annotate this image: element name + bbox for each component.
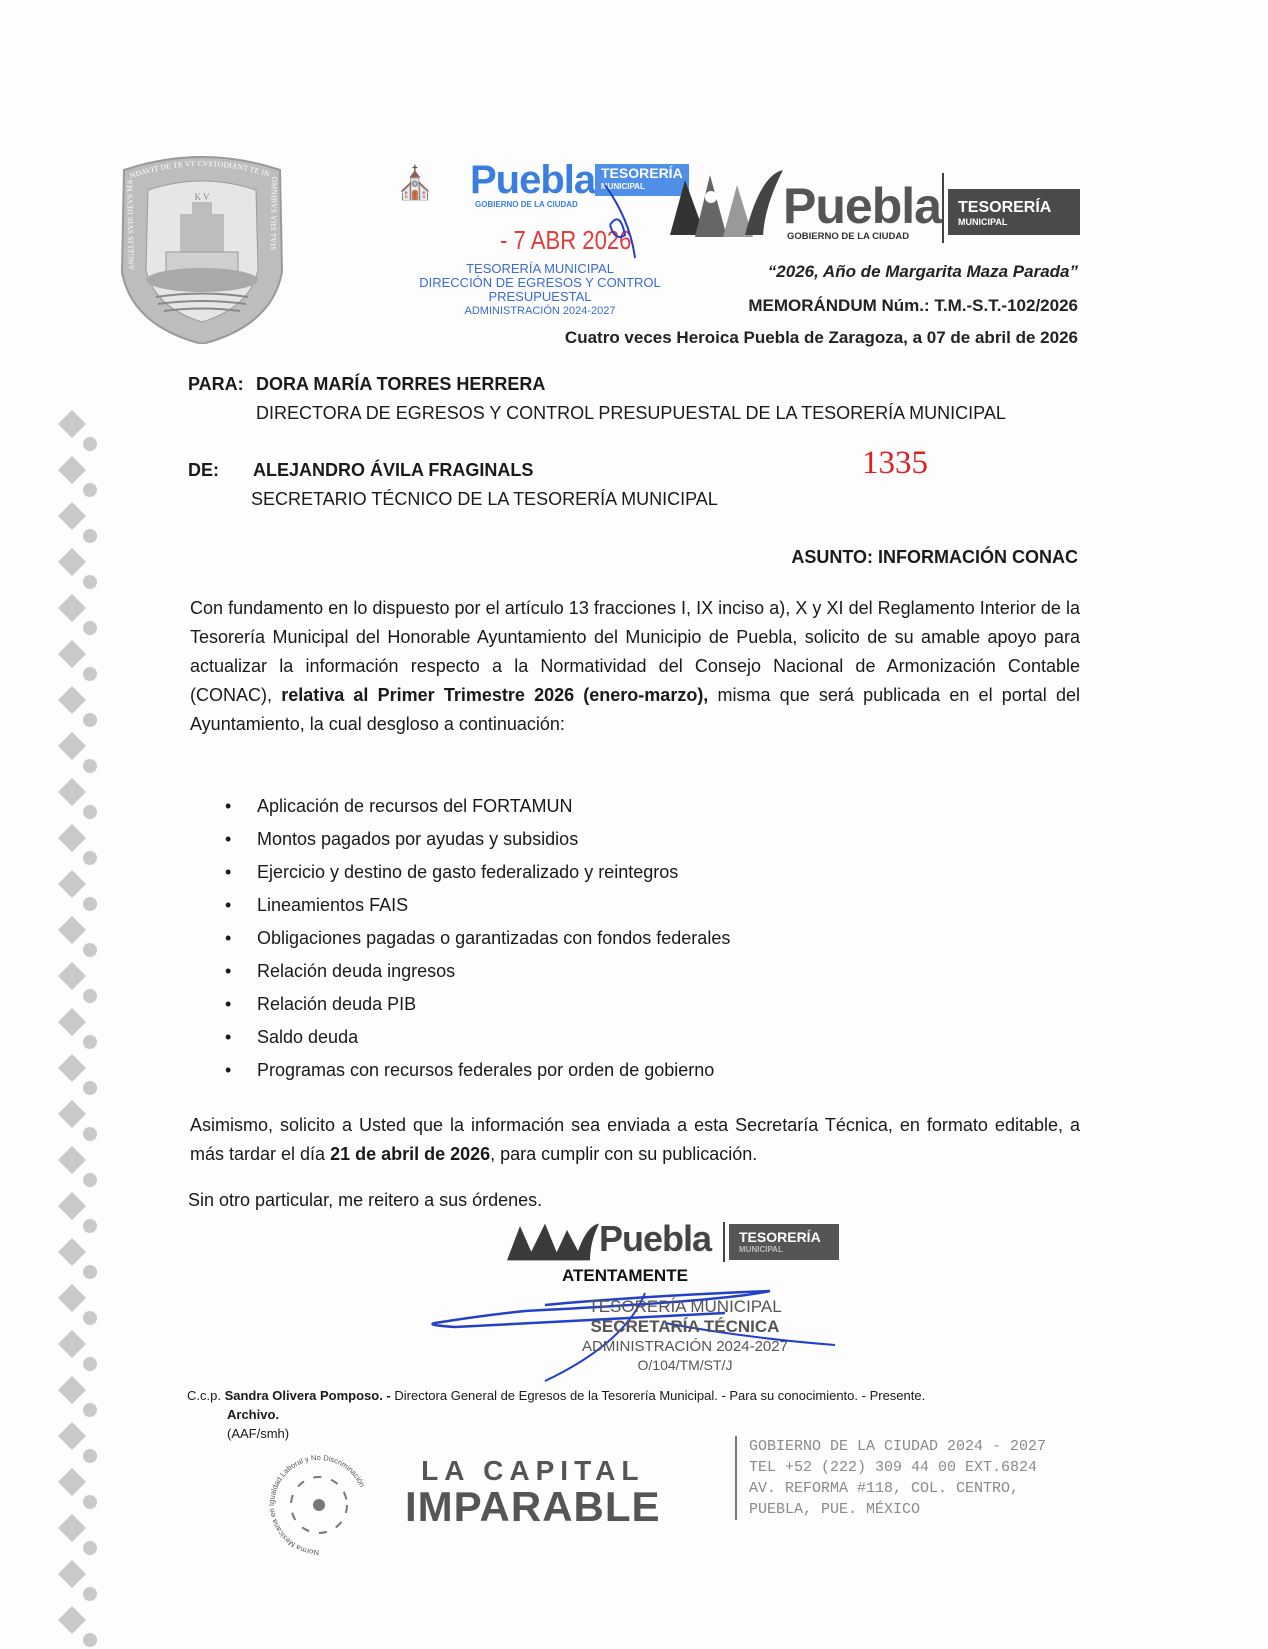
ornament-flower <box>83 1035 97 1049</box>
ornament-flower <box>83 1127 97 1141</box>
logo-divider <box>942 173 944 243</box>
stamp-line: ADMINISTRACIÓN 2024-2027 <box>582 1338 788 1355</box>
ornament-diamond <box>58 824 86 852</box>
contact-info <box>735 1436 1046 1520</box>
ornament-flower <box>83 851 97 865</box>
ornament-diamond <box>58 1238 86 1266</box>
list-item: • Montos pagados por ayudas y subsidios <box>225 823 730 856</box>
ornament-flower <box>83 1357 97 1371</box>
list-item: • Aplicación de recursos del FORTAMUN <box>225 790 730 823</box>
ornament-diamond <box>58 1192 86 1220</box>
logo-subtitle: GOBIERNO DE LA CIUDAD <box>475 200 578 209</box>
ornament-flower <box>83 805 97 819</box>
slogan-top: LA CAPITAL <box>421 1455 645 1486</box>
seal-city: Puebla <box>599 1218 712 1259</box>
ornament-diamond <box>58 548 86 576</box>
stamp-line: ADMINISTRACIÓN 2024-2027 <box>464 305 616 317</box>
ornament-flower <box>83 1587 97 1601</box>
footer-line: PUEBLA, PUE. MÉXICO <box>749 1501 921 1518</box>
carbon-copy <box>187 1386 925 1443</box>
request-text-end: , para cumplir con su publicación. <box>490 1144 758 1164</box>
skyline-icon: ⛪ <box>395 165 435 201</box>
year-motto: “2026, Año de Margarita Maza Parada” <box>767 262 1078 281</box>
requested-items-list <box>225 790 730 1087</box>
ornament-diamond <box>58 456 86 484</box>
list-item: • Programas con recursos federales por orden de gobierno <box>225 1054 730 1087</box>
ornament-diamond <box>58 1514 86 1542</box>
ornament-diamond <box>58 1008 86 1036</box>
badge-text: Norma Mexicana en Igualdad Laboral y No Discriminación <box>267 1452 367 1558</box>
treasury-seal <box>505 1218 835 1262</box>
logo-box-title: TESORERÍA <box>601 165 683 181</box>
ornament-flower <box>83 1403 97 1417</box>
intro-bold: relativa al Primer Trimestre 2026 (enero-marzo), <box>281 685 709 705</box>
ornament-diamond <box>58 916 86 944</box>
from-name: ALEJANDRO ÁVILA FRAGINALS <box>253 460 534 480</box>
ccp-initials: (AAF/smh) <box>227 1426 290 1441</box>
seal-box-sub: MUNICIPAL <box>739 1245 783 1254</box>
ornament-flower <box>83 575 97 589</box>
ornament-flower <box>83 1173 97 1187</box>
place-date: Cuatro veces Heroica Puebla de Zaragoza, a 07 de abril de 2026 <box>564 328 1078 347</box>
ccp-archive: Archivo. <box>227 1407 280 1422</box>
logo-subtitle: GOBIERNO DE LA CIUDAD <box>787 231 910 242</box>
intro-paragraph <box>190 594 1080 739</box>
ornament-flower <box>83 529 97 543</box>
ornament-flower <box>83 989 97 1003</box>
crest-letters: K V <box>194 192 210 202</box>
stamp-line: PRESUPUESTAL <box>488 289 592 304</box>
ornament-diamond <box>58 1560 86 1588</box>
stamp-line: O/104/TM/ST/J <box>637 1357 733 1373</box>
capital-imparable-logo <box>405 1455 661 1530</box>
ornament-diamond <box>58 1100 86 1128</box>
equality-badge <box>262 1448 377 1563</box>
initials-scribble <box>600 180 640 260</box>
from-title: SECRETARIO TÉCNICO DE LA TESORERÍA MUNICIPAL <box>251 489 718 509</box>
closing-line: Sin otro particular, me reitero a sus órdenes. <box>188 1190 543 1210</box>
list-item: • Saldo deuda <box>225 1021 730 1054</box>
city-skyline-icon <box>665 165 785 245</box>
ornament-diamond <box>58 732 86 760</box>
ornament-diamond <box>58 502 86 530</box>
ornament-diamond <box>58 1376 86 1404</box>
ornament-flower <box>83 437 97 451</box>
footer-line: GOBIERNO DE LA CIUDAD 2024 - 2027 <box>749 1438 1047 1455</box>
ornament-flower <box>83 483 97 497</box>
ccp-prefix: C.c.p. <box>187 1388 221 1403</box>
ornament-flower <box>83 1081 97 1095</box>
ornament-diamond <box>58 1422 86 1450</box>
request-text: Asimismo, solicito a Usted que la información sea enviada a esta Secretaría Técnica, en formato editable, a más tardar el día <box>190 1115 1080 1164</box>
side-ornament <box>50 410 105 1649</box>
ornament-flower <box>83 759 97 773</box>
footer-line: TEL +52 (222) 309 44 00 EXT.6824 <box>749 1459 1038 1476</box>
ornament-diamond <box>58 410 86 438</box>
received-logo <box>395 160 705 220</box>
ornament-diamond <box>58 594 86 622</box>
ornament-diamond <box>58 686 86 714</box>
ornament-diamond <box>58 1468 86 1496</box>
stamp-line: TESORERÍA MUNICIPAL <box>466 261 614 276</box>
ornament-diamond <box>58 870 86 898</box>
ornament-diamond <box>58 1606 86 1634</box>
to-title: DIRECTORA DE EGRESOS Y CONTROL PRESUPUESTAL DE LA TESORERÍA MUNICIPAL <box>256 403 1006 423</box>
from-label: DE: <box>188 460 219 480</box>
deadline-date: 21 de abril de 2026 <box>330 1144 491 1164</box>
logo-city: Puebla <box>783 178 941 234</box>
memo-number: MEMORÁNDUM Núm.: T.M.-S.T.-102/2026 <box>748 296 1078 315</box>
ornament-diamond <box>58 1054 86 1082</box>
stamp-line: DIRECCIÓN DE EGRESOS Y CONTROL <box>419 275 661 290</box>
atentamente-label: ATENTAMENTE <box>562 1266 688 1285</box>
list-item: • Ejercicio y destino de gasto federalizado y reintegros <box>225 856 730 889</box>
ornament-flower <box>83 1219 97 1233</box>
ornament-diamond <box>58 640 86 668</box>
request-paragraph <box>190 1111 1080 1169</box>
ornament-flower <box>83 713 97 727</box>
list-item: • Relación deuda PIB <box>225 988 730 1021</box>
ornament-diamond <box>58 1330 86 1358</box>
seal-box <box>729 1224 839 1260</box>
intro-text-end: misma que será publicada en el portal del Ayuntamiento, la cual desgloso a continuación: <box>190 685 1080 734</box>
ornament-diamond <box>58 1146 86 1174</box>
folio-number: 1335 <box>862 445 928 481</box>
logo-box-title: TESORERÍA <box>958 199 1052 216</box>
city-crest <box>118 152 286 344</box>
crest-motto: ANGELIS SVIS DEVS MANDAVIT DE TE VT CVSTODIANT TE IN OMNIBVS VIIS TVIS <box>125 158 280 271</box>
list-item: • Lineamientos FAIS <box>225 889 730 922</box>
list-item: • Relación deuda ingresos <box>225 955 730 988</box>
logo-box-sub: MUNICIPAL <box>601 182 645 191</box>
received-date-stamp: - 7 ABR 2026 <box>500 225 632 255</box>
footer-line: AV. REFORMA #118, COL. CENTRO, <box>749 1480 1020 1497</box>
ornament-flower <box>83 1311 97 1325</box>
to-label: PARA: <box>188 374 244 394</box>
stamp-line: SECRETARÍA TÉCNICA <box>590 1317 780 1336</box>
ornament-flower <box>83 1541 97 1555</box>
to-name: DORA MARÍA TORRES HERRERA <box>256 374 546 394</box>
ornament-flower <box>83 1495 97 1509</box>
ornament-flower <box>83 897 97 911</box>
ornament-diamond <box>58 962 86 990</box>
ornament-flower <box>83 1633 97 1647</box>
logo-city: Puebla <box>470 158 596 202</box>
slogan-bottom: IMPARABLE <box>405 1483 661 1530</box>
ornament-flower <box>83 667 97 681</box>
puebla-treasury-logo <box>665 165 1125 255</box>
seal-divider <box>723 1222 725 1262</box>
ornament-diamond <box>58 1284 86 1312</box>
ornament-flower <box>83 943 97 957</box>
received-stamp-text <box>395 262 685 318</box>
ornament-flower <box>83 621 97 635</box>
intro-text: Con fundamento en lo dispuesto por el artículo 13 fracciones I, IX inciso a), X y XI del Reglamento Interior de la Tesorería Municipal del Honorable Ayuntamiento del Municipio de Puebla, solicito de su amable apoyo para actualizar la información respecto a la Normatividad del Consejo Nacional de Armonización Contable (CONAC), <box>190 598 1080 705</box>
logo-box <box>948 189 1080 235</box>
ornament-flower <box>83 1265 97 1279</box>
city-skyline-icon <box>505 1222 600 1262</box>
seal-box-title: TESORERÍA <box>739 1229 821 1245</box>
logo-box-sub: MUNICIPAL <box>958 217 1008 227</box>
ornament-flower <box>83 1449 97 1463</box>
secretaria-tecnica-stamp <box>545 1297 825 1373</box>
ccp-name: Sandra Olivera Pomposo. - <box>224 1388 391 1403</box>
ornament-diamond <box>58 778 86 806</box>
ccp-desc: Directora General de Egresos de la Tesorería Municipal. - Para su conocimiento. - Presente. <box>390 1388 926 1403</box>
stamp-line: TESORERÍA MUNICIPAL <box>588 1297 782 1316</box>
subject: ASUNTO: INFORMACIÓN CONAC <box>791 547 1078 567</box>
list-item: • Obligaciones pagadas o garantizadas con fondos federales <box>225 922 730 955</box>
